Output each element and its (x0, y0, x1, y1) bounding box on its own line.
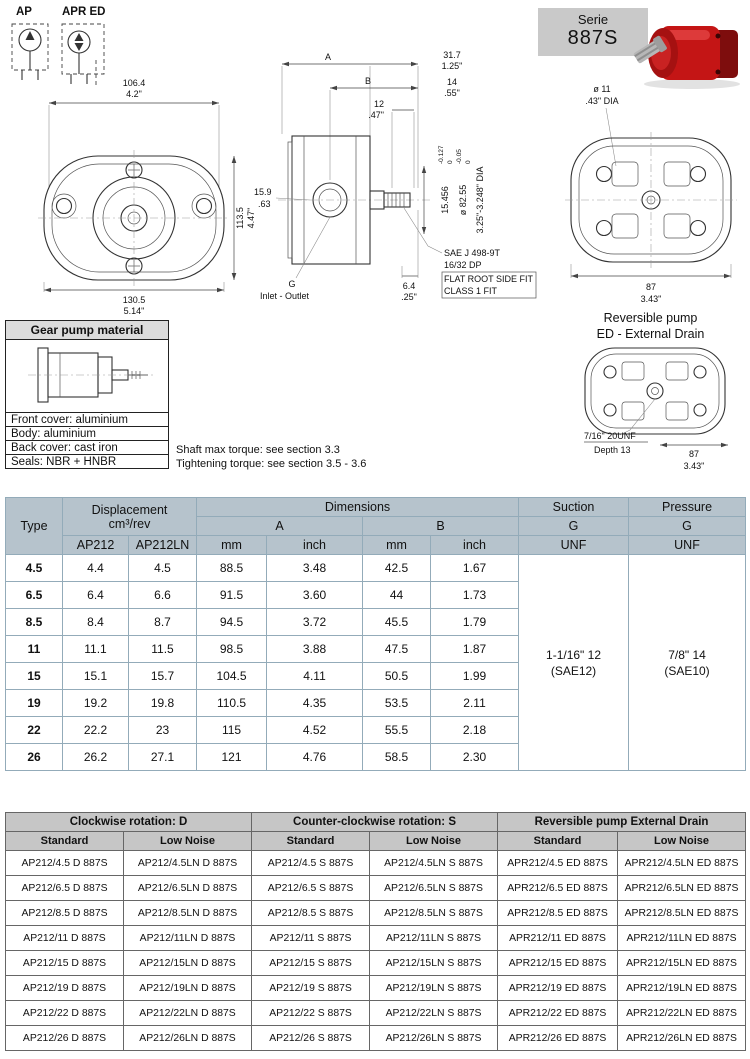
model-code: AP212/8.5LN S 887S (370, 901, 498, 926)
cell-ap212ln: 8.7 (129, 609, 197, 636)
cell-b-mm: 42.5 (363, 555, 431, 582)
col-header-ap212: AP212 (63, 536, 129, 555)
dim-shaft-in-label: .55" (444, 88, 460, 98)
dim-shaft-tol-hi-label: 0 (447, 160, 454, 164)
model-code: AP212/4.5LN D 887S (124, 851, 252, 876)
cell-a-inch: 4.76 (267, 744, 363, 771)
model-code: APR212/8.5LN ED 887S (618, 901, 746, 926)
cell-b-mm: 44 (363, 582, 431, 609)
model-code: AP212/22LN S 887S (370, 1001, 498, 1026)
model-code: AP212/11 S 887S (252, 926, 370, 951)
model-code: AP212/26 D 887S (6, 1026, 124, 1051)
pump-product-image (630, 4, 748, 92)
dim-back-width-mm-label: 87 (645, 282, 657, 292)
group-header-reversible: Reversible pump External Drain (498, 813, 746, 832)
model-code: AP212/22 D 887S (6, 1001, 124, 1026)
dim-hole-mm-label: ø 11 (593, 84, 611, 94)
cell-a-mm: 121 (197, 744, 267, 771)
subheader-standard: Standard (252, 832, 370, 851)
table-row (6, 926, 746, 951)
model-code: APR212/6.5LN ED 887S (618, 876, 746, 901)
dim-b-label: B (364, 76, 372, 86)
material-back-cover: Back cover: cast iron (6, 440, 168, 454)
side-view-drawing (252, 48, 538, 310)
dim-width-mm-label: 106.4 (122, 78, 146, 88)
model-code: APR212/8.5 ED 887S (498, 901, 618, 926)
tightening-torque-note: Tightening torque: see section 3.5 - 3.6 (176, 458, 367, 470)
cell-a-inch: 4.52 (267, 717, 363, 744)
cell-ap212: 8.4 (63, 609, 129, 636)
shaft-max-torque-note: Shaft max torque: see section 3.3 (176, 444, 340, 456)
model-code: AP212/26LN D 887S (124, 1026, 252, 1051)
cell-b-inch: 1.79 (431, 609, 519, 636)
cell-b-mm: 55.5 (363, 717, 431, 744)
cell-ap212ln: 27.1 (129, 744, 197, 771)
model-code: AP212/15 S 887S (252, 951, 370, 976)
reversible-title-line2: ED - External Drain (596, 327, 705, 341)
dim-base-in-label: 5.14" (123, 306, 145, 316)
table-row (6, 555, 746, 582)
col-header-dimensions: Dimensions (197, 498, 519, 517)
dim-shaft-spline-label: 15.456 (440, 186, 450, 214)
displacement-unit-label: cm³/rev (108, 516, 151, 531)
dim-spline-mm-label: 12 (373, 99, 384, 109)
model-code: AP212/26LN S 887S (370, 1026, 498, 1051)
dim-pilot-tol-lo-label: -0.05 (456, 149, 463, 164)
port-g-label: G (288, 279, 296, 289)
model-code: AP212/15LN S 887S (370, 951, 498, 976)
dim-shaft-tol-lo-label: -0.127 (438, 145, 445, 164)
ap-symbol-label: AP (16, 6, 32, 18)
material-box-drawing-area (6, 340, 168, 412)
drain-thread-label: 7/16" 20UNF (584, 431, 636, 441)
cell-b-inch: 1.87 (431, 636, 519, 663)
model-code: AP212/22 S 887S (252, 1001, 370, 1026)
model-code: AP212/26 S 887S (252, 1026, 370, 1051)
serie-value: 887S (567, 27, 619, 49)
subheader-low-noise: Low Noise (370, 832, 498, 851)
suction-value-cell (519, 555, 629, 771)
inlet-outlet-label: Inlet - Outlet (260, 291, 310, 301)
ap-circuit-symbol (8, 20, 56, 84)
dimensions-table (5, 497, 746, 771)
dim-port-depth-in-label: .63 (258, 199, 271, 209)
col-header-a-inch: inch (267, 536, 363, 555)
model-code: AP212/4.5 S 887S (252, 851, 370, 876)
cell-b-inch: 1.67 (431, 555, 519, 582)
dim-total-in-label: 1.25" (441, 61, 463, 71)
cell-a-inch: 3.48 (267, 555, 363, 582)
group-header-counterclockwise: Counter-clockwise rotation: S (252, 813, 498, 832)
model-code: AP212/8.5 D 887S (6, 901, 124, 926)
dim-back-width-in-label: 3.43" (640, 294, 662, 304)
cell-ap212: 26.2 (63, 744, 129, 771)
cell-a-inch: 4.35 (267, 690, 363, 717)
dim-pilot-tol-hi-label: 0 (465, 160, 472, 164)
subheader-low-noise: Low Noise (124, 832, 252, 851)
pressure-sae: (SAE10) (664, 663, 710, 678)
model-code: APR212/22 ED 887S (498, 1001, 618, 1026)
table-row (6, 951, 746, 976)
model-code: APR212/4.5LN ED 887S (618, 851, 746, 876)
cell-ap212ln: 19.8 (129, 690, 197, 717)
serie-label: Serie (577, 12, 609, 27)
col-header-a-mm: mm (197, 536, 267, 555)
cell-ap212ln: 4.5 (129, 555, 197, 582)
model-code: AP212/22LN D 887S (124, 1001, 252, 1026)
material-seals: Seals: NBR + HNBR (6, 454, 168, 468)
suction-unf-label: UNF (519, 536, 629, 555)
sae-note-line2: 16/32 DP (444, 260, 482, 270)
dim-step-mm-label: 6.4 (402, 281, 416, 291)
table-row (6, 1001, 746, 1026)
cell-a-mm: 104.5 (197, 663, 267, 690)
cell-b-inch: 2.11 (431, 690, 519, 717)
suction-size: 1-1/16" 12 (546, 647, 601, 662)
cell-a-inch: 3.88 (267, 636, 363, 663)
dim-a-label: A (324, 52, 332, 62)
cell-type: 8.5 (6, 609, 63, 636)
model-code: APR212/15LN ED 887S (618, 951, 746, 976)
sae-note-line1: SAE J 498-9T (444, 248, 501, 258)
model-code: AP212/4.5 D 887S (6, 851, 124, 876)
cell-type: 15 (6, 663, 63, 690)
back-view-drawing (552, 80, 750, 308)
pump-side-sketch (12, 342, 162, 410)
cell-type: 22 (6, 717, 63, 744)
cell-type: 19 (6, 690, 63, 717)
table-row (6, 901, 746, 926)
col-header-suction: Suction (519, 498, 629, 517)
model-code: AP212/6.5 D 887S (6, 876, 124, 901)
model-code: AP212/6.5LN D 887S (124, 876, 252, 901)
model-code: AP212/15 D 887S (6, 951, 124, 976)
pressure-g-label: G (629, 517, 746, 536)
front-view-drawing (22, 76, 258, 318)
model-code: APR212/22LN ED 887S (618, 1001, 746, 1026)
model-code: APR212/6.5 ED 887S (498, 876, 618, 901)
cell-a-mm: 115 (197, 717, 267, 744)
table-row (6, 851, 746, 876)
col-header-b: B (363, 517, 519, 536)
col-header-type: Type (6, 498, 63, 555)
cell-a-inch: 3.60 (267, 582, 363, 609)
subheader-standard: Standard (498, 832, 618, 851)
model-code: APR212/11 ED 887S (498, 926, 618, 951)
cell-b-mm: 50.5 (363, 663, 431, 690)
drain-depth-label: Depth 13 (594, 445, 631, 455)
col-header-ap212ln: AP212LN (129, 536, 197, 555)
cell-ap212: 19.2 (63, 690, 129, 717)
model-code: APR212/19LN ED 887S (618, 976, 746, 1001)
cell-ap212: 15.1 (63, 663, 129, 690)
pressure-value-cell (629, 555, 746, 771)
model-code: AP212/11LN S 887S (370, 926, 498, 951)
displacement-label: Displacement (91, 502, 168, 517)
table-row (6, 1026, 746, 1051)
model-code: APR212/26 ED 887S (498, 1026, 618, 1051)
reversible-pump-drawing (560, 344, 750, 476)
dim-height-mm-label: 113.5 (235, 207, 245, 229)
model-code: AP212/11 D 887S (6, 926, 124, 951)
suction-g-label: G (519, 517, 629, 536)
col-header-a: A (197, 517, 363, 536)
apr-ed-symbol-label: APR ED (62, 6, 106, 18)
model-codes-table (5, 812, 746, 1051)
model-code: AP212/6.5 S 887S (252, 876, 370, 901)
model-code: APR212/15 ED 887S (498, 951, 618, 976)
cell-type: 4.5 (6, 555, 63, 582)
model-code: AP212/19LN S 887S (370, 976, 498, 1001)
cell-type: 11 (6, 636, 63, 663)
cell-ap212ln: 6.6 (129, 582, 197, 609)
dim-port-depth-mm-label: 15.9 (254, 187, 272, 197)
cell-a-inch: 3.72 (267, 609, 363, 636)
model-code: AP212/19LN D 887S (124, 976, 252, 1001)
model-code: APR212/19 ED 887S (498, 976, 618, 1001)
model-code: AP212/11LN D 887S (124, 926, 252, 951)
torque-notes (176, 443, 366, 471)
dim-pilot-in-label: 3.25"-3.248" DIA (475, 166, 485, 234)
pressure-size: 7/8" 14 (668, 647, 706, 662)
dim-total-mm-label: 31.7 (443, 50, 461, 60)
col-header-b-mm: mm (363, 536, 431, 555)
material-body: Body: aluminium (6, 426, 168, 440)
cell-b-inch: 2.18 (431, 717, 519, 744)
cell-a-mm: 98.5 (197, 636, 267, 663)
cell-ap212: 22.2 (63, 717, 129, 744)
material-front-cover: Front cover: aluminium (6, 412, 168, 426)
col-header-b-inch: inch (431, 536, 519, 555)
cell-a-mm: 110.5 (197, 690, 267, 717)
model-code: APR212/11LN ED 887S (618, 926, 746, 951)
cell-b-mm: 58.5 (363, 744, 431, 771)
cell-ap212ln: 11.5 (129, 636, 197, 663)
cell-b-mm: 53.5 (363, 690, 431, 717)
gear-pump-material-box (5, 320, 169, 469)
reversible-pump-title (553, 310, 748, 342)
cell-a-mm: 91.5 (197, 582, 267, 609)
table-row (6, 976, 746, 1001)
model-code: AP212/19 S 887S (252, 976, 370, 1001)
cell-b-mm: 47.5 (363, 636, 431, 663)
dim-hole-in-label: .43" DIA (585, 96, 619, 106)
dim-width-in-label: 4.2" (126, 89, 142, 99)
pressure-unf-label: UNF (629, 536, 746, 555)
cell-ap212ln: 15.7 (129, 663, 197, 690)
dim-base-mm-label: 130.5 (122, 295, 146, 305)
table-row (6, 876, 746, 901)
reversible-title-line1: Reversible pump (603, 311, 698, 325)
cell-b-inch: 2.30 (431, 744, 519, 771)
cell-ap212ln: 23 (129, 717, 197, 744)
cell-b-mm: 45.5 (363, 609, 431, 636)
model-code: AP212/4.5LN S 887S (370, 851, 498, 876)
model-code: APR212/4.5 ED 887S (498, 851, 618, 876)
dim-shaft-mm-label: 14 (446, 77, 458, 87)
model-code: AP212/8.5 S 887S (252, 901, 370, 926)
cell-ap212: 11.1 (63, 636, 129, 663)
dim-step-in-label: .25" (401, 292, 417, 302)
cell-ap212: 6.4 (63, 582, 129, 609)
cell-a-inch: 4.11 (267, 663, 363, 690)
col-header-pressure: Pressure (629, 498, 746, 517)
dim-rev-width-in-label: 3.43" (683, 461, 705, 471)
material-box-title: Gear pump material (6, 321, 168, 340)
subheader-standard: Standard (6, 832, 124, 851)
cell-a-mm: 94.5 (197, 609, 267, 636)
col-header-displacement (63, 498, 197, 536)
cell-b-inch: 1.99 (431, 663, 519, 690)
model-code: APR212/26LN ED 887S (618, 1026, 746, 1051)
group-header-clockwise: Clockwise rotation: D (6, 813, 252, 832)
cell-type: 6.5 (6, 582, 63, 609)
cell-type: 26 (6, 744, 63, 771)
dim-spline-in-label: .47" (368, 110, 384, 120)
cell-ap212: 4.4 (63, 555, 129, 582)
cell-a-mm: 88.5 (197, 555, 267, 582)
model-code: AP212/8.5LN D 887S (124, 901, 252, 926)
cell-b-inch: 1.73 (431, 582, 519, 609)
model-code: AP212/19 D 887S (6, 976, 124, 1001)
model-code: AP212/6.5LN S 887S (370, 876, 498, 901)
dim-rev-width-mm-label: 87 (688, 449, 700, 459)
sae-note-line3: FLAT ROOT SIDE FIT (444, 274, 534, 284)
model-code: AP212/15LN D 887S (124, 951, 252, 976)
suction-sae: (SAE12) (550, 663, 597, 678)
dim-pilot-dia-label: ø 82.55 (458, 184, 468, 216)
dim-height-in-label: 4.47" (246, 207, 256, 229)
sae-note-line4: CLASS 1 FIT (444, 286, 498, 296)
subheader-low-noise: Low Noise (618, 832, 746, 851)
